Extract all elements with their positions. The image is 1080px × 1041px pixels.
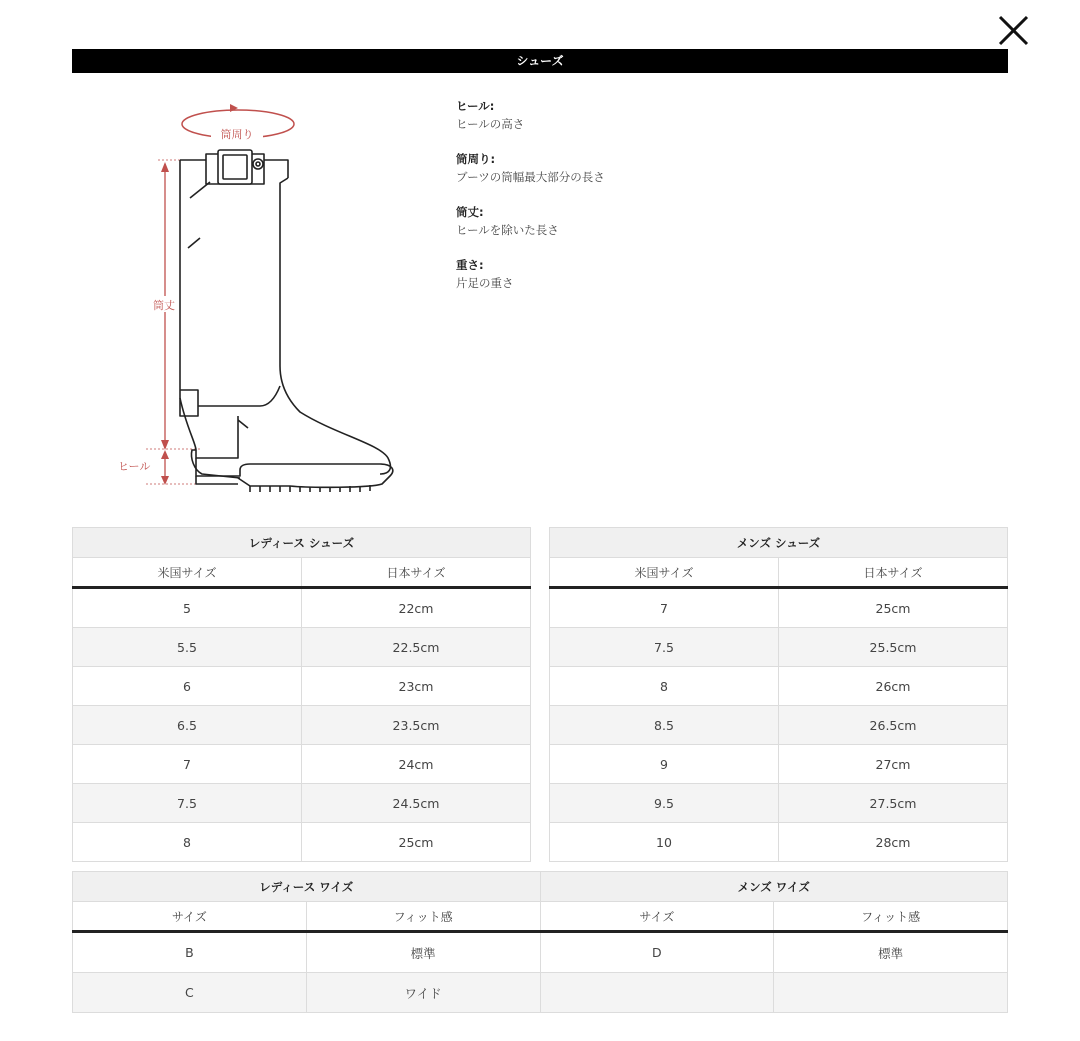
table-title-ladies-width: レディース ワイズ — [73, 872, 541, 902]
jp-size-cell: 24.5cm — [302, 784, 531, 823]
fit-cell: 標準 — [306, 932, 540, 973]
jp-size-cell: 27cm — [779, 745, 1008, 784]
table-row — [73, 784, 531, 823]
table-title: レディース シューズ — [73, 528, 531, 558]
column-header-jp-size: 日本サイズ — [302, 558, 531, 588]
table-title: メンズ シューズ — [550, 528, 1008, 558]
us-size-cell: 6.5 — [73, 706, 302, 745]
us-size-cell: 7.5 — [550, 628, 779, 667]
us-size-cell: 9.5 — [550, 784, 779, 823]
table-row — [73, 745, 531, 784]
definition-term: 筒周り: — [456, 152, 496, 166]
jp-size-cell: 24cm — [302, 745, 531, 784]
jp-size-cell: 23.5cm — [302, 706, 531, 745]
us-size-cell: 7 — [550, 588, 779, 628]
close-icon — [994, 10, 1034, 50]
label-shaft: 筒丈 — [153, 299, 175, 312]
measurement-definitions — [456, 97, 856, 309]
column-header-jp-size: 日本サイズ — [779, 558, 1008, 588]
column-header-us-size: 米国サイズ — [73, 558, 302, 588]
us-size-cell: 5 — [73, 588, 302, 628]
width-size-cell: C — [73, 973, 307, 1013]
us-size-cell: 6 — [73, 667, 302, 706]
jp-size-cell: 25.5cm — [779, 628, 1008, 667]
jp-size-cell: 22cm — [302, 588, 531, 628]
table-title-mens-width: メンズ ワイズ — [540, 872, 1008, 902]
jp-size-cell: 26.5cm — [779, 706, 1008, 745]
table-row — [73, 706, 531, 745]
us-size-cell: 7.5 — [73, 784, 302, 823]
fit-cell: 標準 — [774, 932, 1008, 973]
us-size-cell: 8.5 — [550, 706, 779, 745]
definition-shaft — [456, 203, 856, 239]
ladies-shoe-size-table — [72, 527, 531, 862]
definition-circumference — [456, 150, 856, 186]
us-size-cell: 7 — [73, 745, 302, 784]
table-row — [73, 628, 531, 667]
definition-desc: ヒールを除いた長さ — [456, 223, 559, 237]
jp-size-cell: 22.5cm — [302, 628, 531, 667]
table-row — [550, 784, 1008, 823]
width-size-cell — [540, 973, 774, 1013]
us-size-cell: 9 — [550, 745, 779, 784]
column-header-us-size: 米国サイズ — [550, 558, 779, 588]
definition-term: 筒丈: — [456, 205, 484, 219]
column-header-fit: フィット感 — [774, 902, 1008, 932]
column-header-fit: フィット感 — [306, 902, 540, 932]
definition-desc: 片足の重さ — [456, 276, 514, 290]
jp-size-cell: 23cm — [302, 667, 531, 706]
definition-desc: ブーツの筒幅最大部分の長さ — [456, 170, 605, 184]
us-size-cell: 8 — [73, 823, 302, 862]
table-row — [73, 667, 531, 706]
definition-term: ヒール: — [456, 99, 495, 113]
table-row — [550, 588, 1008, 628]
column-header-size: サイズ — [73, 902, 307, 932]
column-header-size: サイズ — [540, 902, 774, 932]
table-row — [73, 973, 1008, 1013]
jp-size-cell: 28cm — [779, 823, 1008, 862]
table-row — [550, 706, 1008, 745]
table-row — [550, 823, 1008, 862]
definition-heel — [456, 97, 856, 133]
width-size-cell: D — [540, 932, 774, 973]
circumference-arrow-icon — [230, 104, 238, 112]
label-circumference: 筒周り — [220, 128, 254, 141]
table-row — [550, 628, 1008, 667]
us-size-cell: 10 — [550, 823, 779, 862]
table-row — [550, 667, 1008, 706]
mens-shoe-size-table — [549, 527, 1008, 862]
fit-cell — [774, 973, 1008, 1013]
us-size-cell: 5.5 — [73, 628, 302, 667]
table-row — [550, 745, 1008, 784]
definition-weight — [456, 256, 856, 292]
table-row — [73, 932, 1008, 973]
definition-term: 重さ: — [456, 258, 484, 272]
section-title-banner: シューズ — [72, 49, 1008, 73]
width-fit-table — [72, 871, 1008, 1013]
boot-diagram — [110, 98, 410, 498]
definition-desc: ヒールの高さ — [456, 117, 525, 131]
jp-size-cell: 26cm — [779, 667, 1008, 706]
label-heel: ヒール — [118, 460, 151, 473]
table-row — [73, 823, 531, 862]
jp-size-cell: 25cm — [302, 823, 531, 862]
us-size-cell: 8 — [550, 667, 779, 706]
width-size-cell: B — [73, 932, 307, 973]
jp-size-cell: 25cm — [779, 588, 1008, 628]
table-row — [73, 588, 531, 628]
jp-size-cell: 27.5cm — [779, 784, 1008, 823]
close-button[interactable] — [994, 10, 1034, 50]
fit-cell: ワイド — [306, 973, 540, 1013]
